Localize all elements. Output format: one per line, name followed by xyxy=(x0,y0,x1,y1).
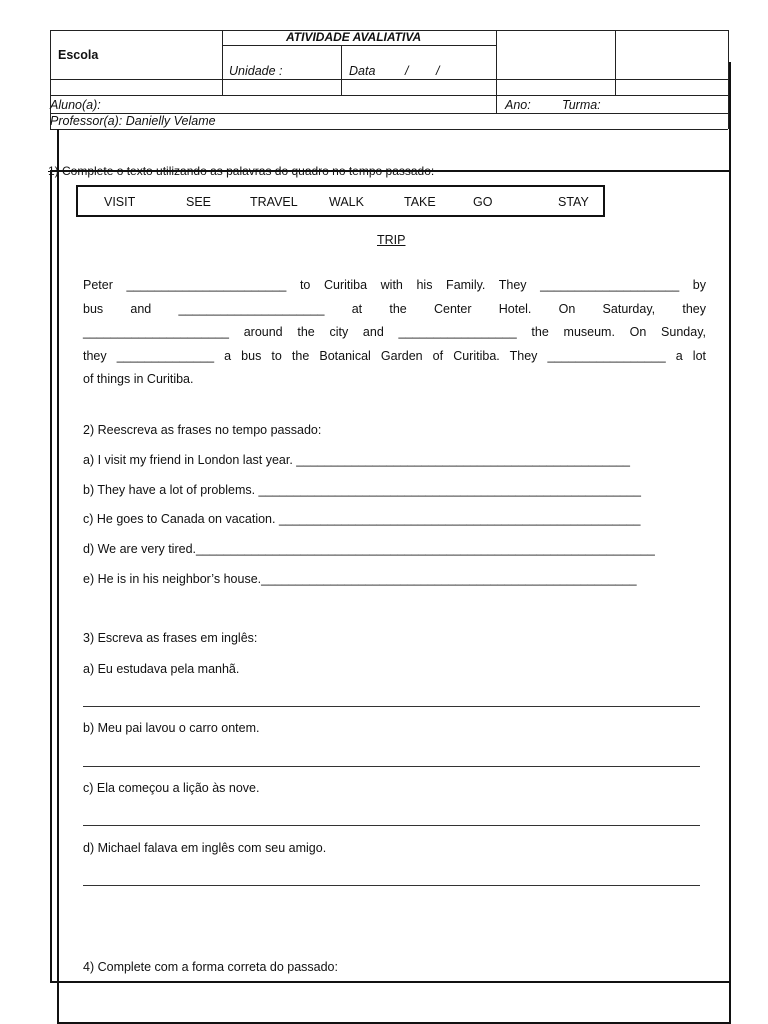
answer-line xyxy=(83,766,700,767)
activity-title: ATIVIDADE AVALIATIVA xyxy=(286,30,422,44)
frame-left-outer xyxy=(57,129,59,1024)
header-row3-border xyxy=(50,95,728,96)
header-row2-border xyxy=(50,79,728,80)
word-bank-item: VISIT xyxy=(104,195,136,209)
class-label: Turma: xyxy=(562,98,601,112)
q3-item: c) Ela começou a lição às nove. xyxy=(83,781,260,795)
q2-item: d) We are very tired.__________________________________________________________________ xyxy=(83,542,655,556)
word-bank-item: TAKE xyxy=(404,195,436,209)
q3-item: b) Meu pai lavou o carro ontem. xyxy=(83,721,260,735)
date-separator-1: / xyxy=(405,64,409,78)
q4-instruction: 4) Complete com a forma correta do passado: xyxy=(83,960,338,974)
q2-instruction: 2) Reescreva as frases no tempo passado: xyxy=(83,423,322,437)
story-line: Peter _______________________ to Curitiba with his Family. They ____________________ by xyxy=(83,278,706,292)
date-separator-2: / xyxy=(436,64,440,78)
word-bank-item: GO xyxy=(473,195,493,209)
school-label: Escola xyxy=(58,48,99,62)
story-line: bus and _____________________ at the Center Hotel. On Saturday, they xyxy=(83,301,706,316)
q1-instruction: 1) Complete o texto utilizando as palavras do quadro no tempo passado: xyxy=(48,164,435,178)
word-bank-item: TRAVEL xyxy=(250,195,298,209)
q3-item: a) Eu estudava pela manhã. xyxy=(83,662,240,676)
year-label: Ano: xyxy=(505,98,531,112)
header-title-divider xyxy=(222,45,496,46)
header-col3-divider xyxy=(615,30,616,95)
header-bottom-border xyxy=(50,129,728,130)
answer-line xyxy=(83,706,700,707)
story-title: TRIP xyxy=(377,233,406,247)
answer-line xyxy=(83,885,700,886)
unit-label: Unidade : xyxy=(229,64,283,78)
q2-item: e) He is in his neighbor’s house.______________________________________________________ xyxy=(83,572,637,586)
q2-item: a) I visit my friend in London last year. ________________________________________________ xyxy=(83,453,630,467)
word-bank-item: WALK xyxy=(329,195,364,209)
word-bank-item: STAY xyxy=(558,195,589,209)
word-bank-item: SEE xyxy=(186,195,212,209)
header-unit-date-divider xyxy=(341,45,342,95)
frame-right-outer xyxy=(729,62,731,1024)
date-label: Data xyxy=(349,64,376,78)
frame-inner-bottom xyxy=(50,981,730,983)
word-bank-box xyxy=(76,185,605,217)
q2-item: b) They have a lot of problems. _______________________________________________________ xyxy=(83,483,641,497)
q3-item: d) Michael falava em inglês com seu amigo. xyxy=(83,841,327,855)
teacher-label: Professor(a): Danielly Velame xyxy=(50,114,216,128)
story-line: _____________________ around the city and _________________ the museum. On Sunday, xyxy=(83,325,706,339)
story-line: of things in Curitiba. xyxy=(83,372,194,386)
story-paragraph xyxy=(83,274,706,392)
story-line: they ______________ a bus to the Botanical Garden of Curitiba. They _________________ a lot xyxy=(83,348,706,363)
student-label: Aluno(a): xyxy=(50,98,101,112)
q3-instruction: 3) Escreva as frases em inglês: xyxy=(83,631,258,645)
header-col1-divider xyxy=(222,30,223,95)
q2-item: c) He goes to Canada on vacation. ____________________________________________________ xyxy=(83,512,641,526)
answer-line xyxy=(83,825,700,826)
header-col2-divider xyxy=(496,30,497,113)
frame-inner-left xyxy=(50,170,52,982)
